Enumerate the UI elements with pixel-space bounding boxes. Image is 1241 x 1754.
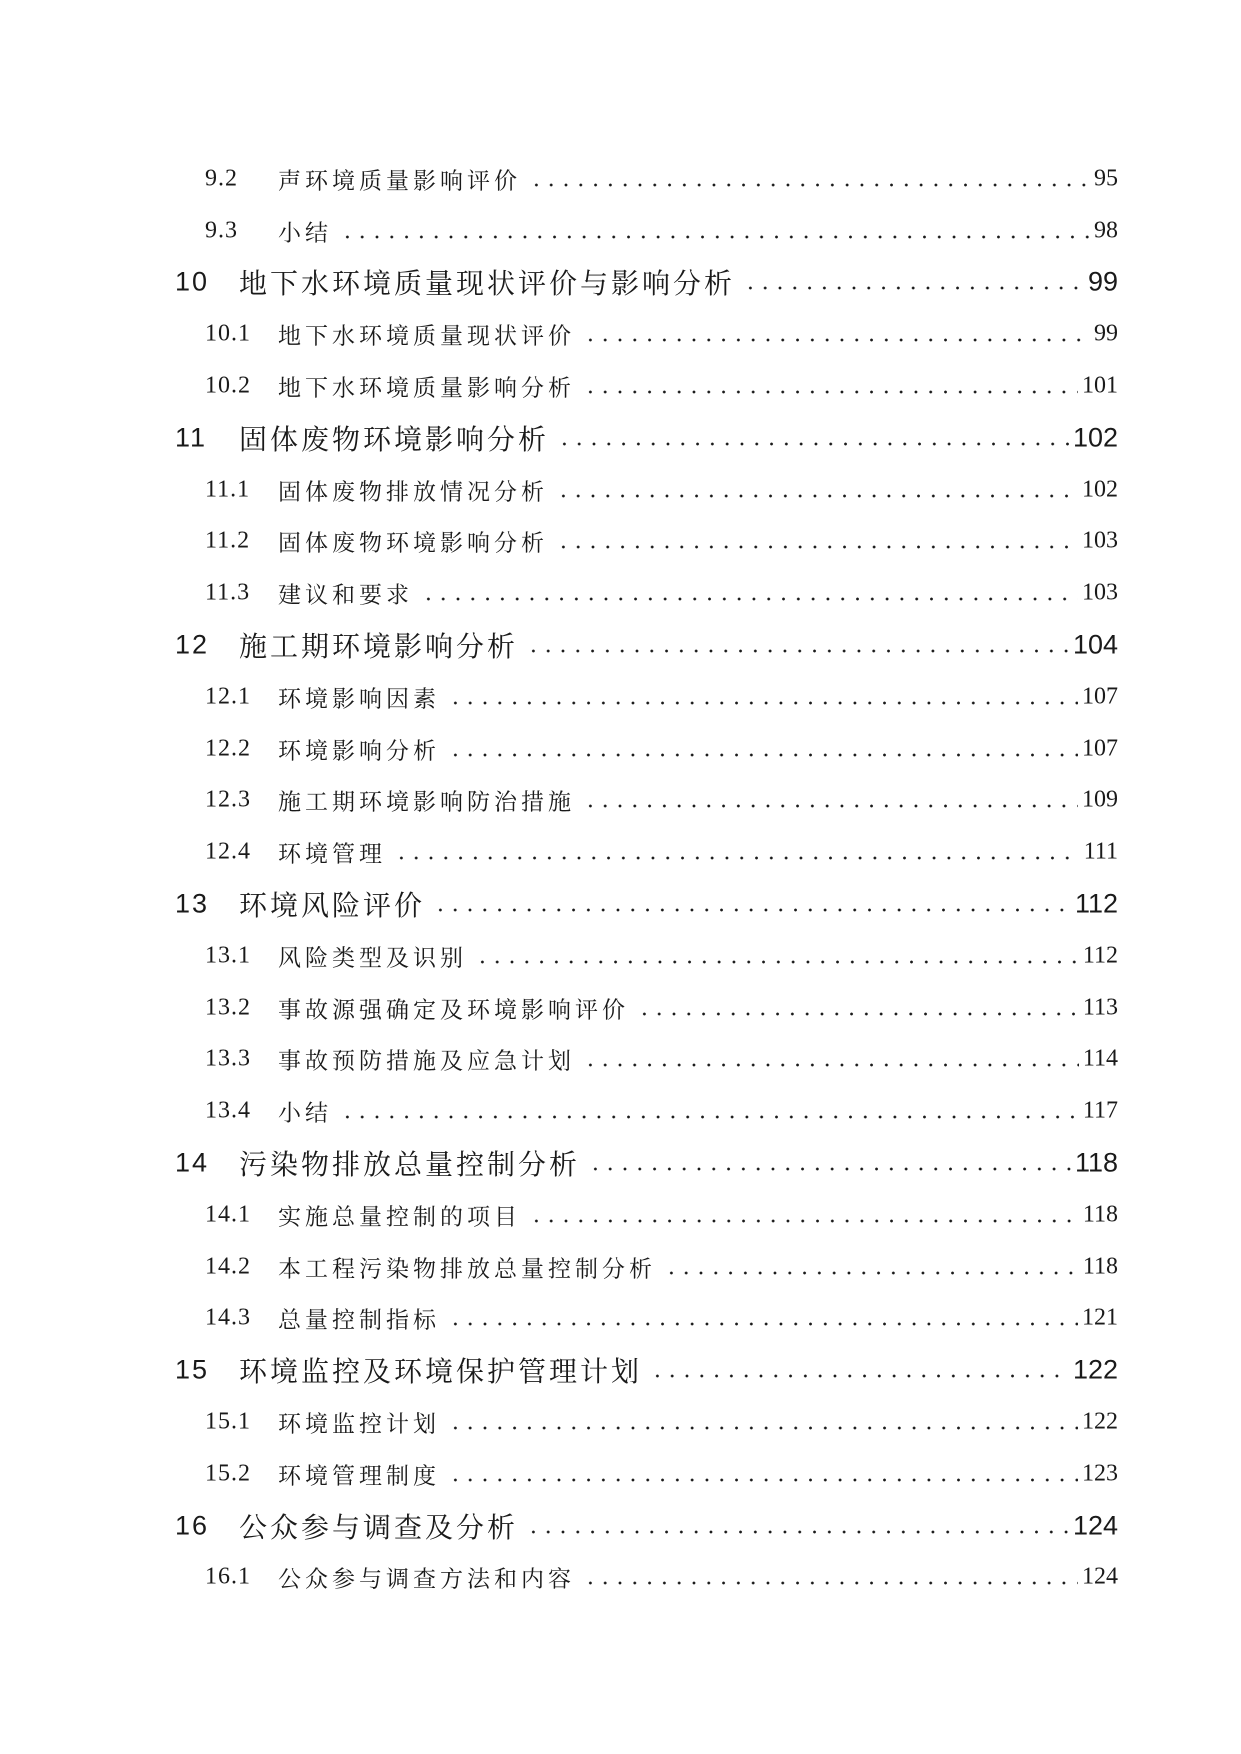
toc-entry-number: 16 [175,1510,210,1541]
toc-section-entry[interactable] [0,1034,1241,1086]
toc-entry-number: 13.1 [205,942,251,969]
toc-entry-title: 施工期环境影响分析 [239,630,519,664]
toc-entry-number: 11.2 [205,527,251,554]
toc-entry-title: 风险类型及识别 [278,945,467,972]
toc-dot-leader [394,856,1080,860]
toc-entry-page-number: 124 [1082,1563,1118,1590]
toc-entry-number: 16.1 [205,1563,251,1590]
toc-section-entry[interactable] [0,516,1241,568]
toc-entry-number: 9.2 [205,165,238,192]
toc-dot-leader [650,1374,1069,1378]
toc-section-entry[interactable] [0,308,1241,360]
toc-entry-page-number: 102 [1072,422,1118,453]
toc-entry-title: 固体废物环境影响分析 [278,530,548,557]
toc-entry-title: 小结 [278,1100,332,1127]
toc-entry-title: 环境管理制度 [278,1463,440,1490]
toc-entry-page-number: 103 [1082,527,1118,554]
toc-entry-title: 地下水环境质量影响分析 [278,375,575,402]
toc-entry-title: 环境影响分析 [278,738,440,765]
toc-dot-leader [526,1530,1069,1534]
toc-entry-page-number: 122 [1082,1408,1118,1435]
toc-entry-page-number: 118 [1082,1253,1118,1280]
toc-entry-page-number: 107 [1082,683,1118,710]
toc-entry-page-number: 104 [1072,629,1118,660]
toc-entry-title: 实施总量控制的项目 [278,1204,521,1231]
toc-section-entry[interactable] [0,1552,1241,1604]
toc-section-entry[interactable] [0,1293,1241,1345]
toc-entry-number: 14.2 [205,1253,251,1280]
toc-entry-page-number: 121 [1082,1304,1118,1331]
toc-entry-title: 污染物排放总量控制分析 [239,1148,581,1182]
toc-entry-title: 环境风险评价 [239,889,426,923]
toc-dot-leader [340,235,1090,239]
toc-entry-title: 环境监控计划 [278,1411,440,1438]
toc-section-entry[interactable] [0,360,1241,412]
toc-entry-number: 9.3 [205,217,238,244]
toc-entry-page-number: 124 [1072,1510,1118,1541]
toc-entry-number: 10.1 [205,320,251,347]
toc-entry-number: 11 [175,422,208,453]
toc-dot-leader [526,649,1069,653]
toc-entry-title: 公众参与调查方法和内容 [278,1566,575,1593]
toc-section-entry[interactable] [0,1189,1241,1241]
toc-entry-title: 本工程污染物排放总量控制分析 [278,1256,656,1283]
toc-dot-leader [448,701,1078,705]
toc-entry-title: 总量控制指标 [278,1307,440,1334]
toc-entry-page-number: 123 [1082,1460,1118,1487]
toc-entry-title: 环境管理 [278,841,386,868]
toc-entry-title: 环境监控及环境保护管理计划 [239,1355,643,1389]
toc-chapter-entry[interactable] [0,257,1241,309]
toc-entry-page-number: 101 [1082,372,1118,399]
toc-dot-leader [583,1063,1079,1067]
toc-entry-title: 施工期环境影响防治措施 [278,789,575,816]
toc-entry-number: 12.1 [205,683,251,710]
toc-section-entry[interactable] [0,723,1241,775]
toc-dot-leader [448,753,1078,757]
toc-entry-number: 10.2 [205,372,251,399]
toc-entry-number: 15.1 [205,1408,251,1435]
toc-section-entry[interactable] [0,153,1241,205]
toc-entry-number: 14 [175,1147,210,1178]
toc-entry-title: 固体废物环境影响分析 [239,422,550,456]
toc-dot-leader [448,1478,1078,1482]
toc-entry-number: 11.1 [205,476,251,503]
toc-section-entry[interactable] [0,1085,1241,1137]
toc-entry-number: 13 [175,888,210,919]
toc-entry-title: 地下水环境质量现状评价 [278,323,575,350]
toc-section-entry[interactable] [0,671,1241,723]
toc-dot-leader [588,1167,1071,1171]
toc-entry-title: 环境影响因素 [278,686,440,713]
toc-entry-number: 12.3 [205,786,251,813]
toc-dot-leader [433,908,1071,912]
toc-entry-page-number: 107 [1082,735,1118,762]
toc-dot-leader [448,1426,1078,1430]
toc-entry-page-number: 114 [1082,1045,1118,1072]
toc-entry-number: 13.3 [205,1045,251,1072]
toc-entry-page-number: 109 [1082,786,1118,813]
toc-chapter-entry[interactable] [0,878,1241,930]
toc-entry-page-number: 103 [1082,579,1118,606]
toc-chapter-entry[interactable] [0,619,1241,671]
toc-dot-leader [637,1012,1079,1016]
toc-entry-title: 声环境质量影响评价 [278,168,521,195]
toc-entry-page-number: 102 [1082,476,1118,503]
toc-entry-title: 地下水环境质量现状评价与影响分析 [239,267,736,301]
toc-section-entry[interactable] [0,982,1241,1034]
toc-dot-leader [583,338,1090,342]
toc-dot-leader [448,1322,1078,1326]
toc-section-entry[interactable] [0,826,1241,878]
toc-entry-number: 11.3 [205,579,251,606]
toc-entry-page-number: 111 [1083,838,1118,865]
toc-entry-title: 公众参与调查及分析 [239,1510,519,1544]
toc-entry-title: 小结 [278,220,332,247]
toc-entry-number: 12.4 [205,838,251,865]
toc-entry-number: 14.1 [205,1201,251,1228]
toc-entry-page-number: 122 [1072,1354,1118,1385]
toc-chapter-entry[interactable] [0,1344,1241,1396]
toc-dot-leader [556,494,1078,498]
toc-entry-page-number: 98 [1094,217,1118,244]
toc-entry-title: 建议和要求 [278,582,413,609]
toc-entry-title: 事故预防措施及应急计划 [278,1048,575,1075]
toc-entry-page-number: 95 [1094,165,1118,192]
toc-section-entry[interactable] [0,1396,1241,1448]
toc-entry-number: 10 [175,266,210,297]
toc-chapter-entry[interactable] [0,412,1241,464]
toc-entry-number: 15 [175,1354,210,1385]
toc-dot-leader [340,1115,1079,1119]
toc-dot-leader [664,1271,1079,1275]
toc-entry-number: 13.4 [205,1097,251,1124]
toc-entry-page-number: 118 [1082,1201,1118,1228]
toc-entry-number: 13.2 [205,994,251,1021]
toc-entry-page-number: 117 [1082,1097,1118,1124]
toc-section-entry[interactable] [0,464,1241,516]
toc-section-entry[interactable] [0,775,1241,827]
toc-entry-title: 固体废物排放情况分析 [278,479,548,506]
toc-entry-number: 12 [175,629,210,660]
toc-dot-leader [556,545,1078,549]
toc-entry-number: 14.3 [205,1304,251,1331]
toc-section-entry[interactable] [0,930,1241,982]
toc-dot-leader [557,442,1069,446]
toc-dot-leader [421,597,1078,601]
toc-section-entry[interactable] [0,1241,1241,1293]
toc-section-entry[interactable] [0,205,1241,257]
toc-section-entry[interactable] [0,567,1241,619]
toc-entry-title: 事故源强确定及环境影响评价 [278,997,629,1024]
toc-dot-leader [529,183,1090,187]
toc-dot-leader [475,960,1079,964]
toc-entry-number: 15.2 [205,1460,251,1487]
toc-entry-page-number: 112 [1082,942,1118,969]
toc-entry-page-number: 118 [1074,1147,1118,1178]
toc-section-entry[interactable] [0,1448,1241,1500]
toc-entry-page-number: 99 [1094,320,1118,347]
toc-dot-leader [743,286,1084,290]
toc-dot-leader [529,1219,1079,1223]
toc-chapter-entry[interactable] [0,1137,1241,1189]
toc-dot-leader [583,390,1078,394]
toc-dot-leader [583,804,1078,808]
toc-entry-number: 12.2 [205,735,251,762]
table-of-contents [0,153,1241,1603]
toc-dot-leader [583,1581,1078,1585]
toc-entry-page-number: 112 [1074,888,1118,919]
toc-entry-page-number: 113 [1082,994,1118,1021]
toc-chapter-entry[interactable] [0,1500,1241,1552]
toc-entry-page-number: 99 [1087,266,1118,297]
